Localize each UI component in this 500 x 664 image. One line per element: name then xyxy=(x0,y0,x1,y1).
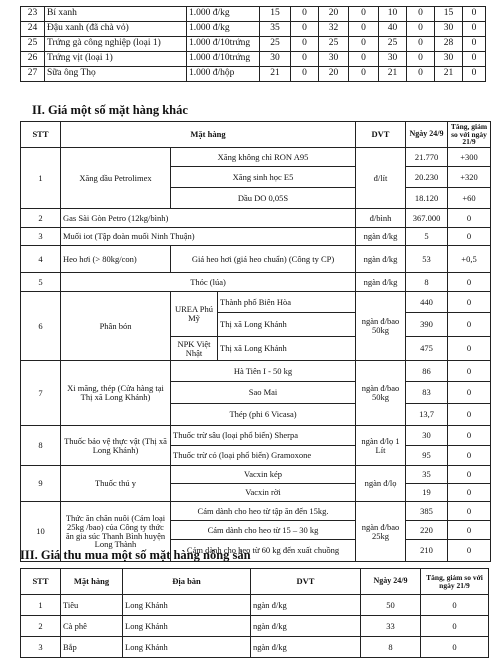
table-row: 7 Xi măng, thép (Cửa hàng tại Thị xã Long Khánh) Hà Tiên I - 50 kg ngàn đ/bao 50kg 86 0 xyxy=(21,361,491,382)
table-row: Dầu DO 0,05S 18.120 +60 xyxy=(21,188,491,209)
table-row: 3 Bắp Long Khánh ngàn đ/kg 8 0 xyxy=(21,637,489,658)
table-row: Cám dành cho heo từ 15 – 30 kg 220 0 xyxy=(21,521,491,540)
header-stt: STT xyxy=(21,569,61,595)
header-change: Tăng, giảm so với ngày 21/9 xyxy=(421,569,489,595)
item-name: Xăng dầu Petrolimex xyxy=(61,148,171,209)
table-row: Vacxin rời 19 0 xyxy=(21,484,491,502)
table-row: 24 Đậu xanh (đã chà vỏ) 1.000 đ/kg 35 0 32 0 40 0 30 0 xyxy=(21,22,486,37)
table-row: 8 Thuốc bảo vệ thực vật (Thị xã Long Khánh) Thuốc trừ sâu (loại phổ biến) Sherpa ngàn đ/lọ 1 Lít 30 0 xyxy=(21,426,491,446)
header-stt: STT xyxy=(21,122,61,148)
table-row: 10 Thức ăn chăn nuôi (Cám loại 25kg /bao) của Công ty thức ăn gia súc Thanh Bình huyện Long Thành Cám dành cho heo từ tập ăn đến 15kg. ngàn đ/bao 25kg 385 0 xyxy=(21,502,491,521)
header-date: Ngày 24/9 xyxy=(406,122,448,148)
table-row: 2 Cà phê Long Khánh ngàn đ/kg 33 0 xyxy=(21,616,489,637)
table-row: 2 Gas Sài Gòn Petro (12kg/bình) đ/bình 367.000 0 xyxy=(21,209,491,228)
table-row: 25 Trứng gà công nghiệp (loại 1) 1.000 đ/10trứng 25 0 25 0 25 0 28 0 xyxy=(21,37,486,52)
header-item: Mặt hàng xyxy=(61,122,356,148)
table-row: Sao Mai 83 0 xyxy=(21,382,491,404)
agri-purchase-price-table xyxy=(20,568,489,658)
table-row: Thuốc trừ cỏ (loại phổ biến) Gramoxone 95 0 xyxy=(21,446,491,466)
table-row: NPK Việt Nhật Thị xã Long Khánh 475 0 xyxy=(21,337,491,361)
table-row: 27 Sữa ông Thọ 1.000 đ/hộp 21 0 20 0 21 0 21 0 xyxy=(21,67,486,82)
table-row: Thị xã Long Khánh 390 0 xyxy=(21,313,491,337)
header-date: Ngày 24/9 xyxy=(361,569,421,595)
table-row: 1 Xăng dầu Petrolimex Xăng không chì RON A95 đ/lít 21.770 +300 xyxy=(21,148,491,167)
table-row: 26 Trứng vịt (loại 1) 1.000 đ/10trứng 30 0 30 0 30 0 30 0 xyxy=(21,52,486,67)
table-row: 4 Heo hơi (> 80kg/con) Giá heo hơi (giá heo chuẩn) (Công ty CP) ngàn đ/kg 53 +0,5 xyxy=(21,246,491,273)
table-row: 9 Thuốc thú y Vacxin kép ngàn đ/lọ 35 0 xyxy=(21,466,491,484)
header-area: Địa bàn xyxy=(123,569,251,595)
section-2-title: II. Giá một số mặt hàng khác xyxy=(32,103,188,117)
table-row: Xăng sinh học E5 20.230 +320 xyxy=(21,167,491,188)
table-row: 3 Muối iot (Tập đoàn muối Ninh Thuận) ngàn đ/kg 5 0 xyxy=(21,228,491,246)
header-unit: DVT xyxy=(251,569,361,595)
price-table-continued xyxy=(20,6,486,82)
header-item: Mặt hàng xyxy=(61,569,123,595)
table-row: Thép (phi 6 Vicasa) 13,7 0 xyxy=(21,404,491,426)
table-row: 23 Bí xanh 1.000 đ/kg 15 0 20 0 10 0 15 0 xyxy=(21,7,486,22)
table-row: 6 Phân bón UREA Phú Mỹ Thành phố Biên Hòa ngàn đ/bao 50kg 440 0 xyxy=(21,292,491,313)
header-unit: DVT xyxy=(356,122,406,148)
table-row: 5 Thóc (lúa) ngàn đ/kg 8 0 xyxy=(21,273,491,292)
table-row: 1 Tiêu Long Khánh ngàn đ/kg 50 0 xyxy=(21,595,489,616)
table-row: Cám dành cho heo từ 60 kg đến xuất chuồng 210 0 xyxy=(21,540,491,562)
other-goods-price-table xyxy=(20,121,491,562)
section-3-title: III. Giá thu mua một số mặt hàng nông sản xyxy=(20,548,251,562)
header-change: Tăng, giảm so với ngày 21/9 xyxy=(448,122,491,148)
